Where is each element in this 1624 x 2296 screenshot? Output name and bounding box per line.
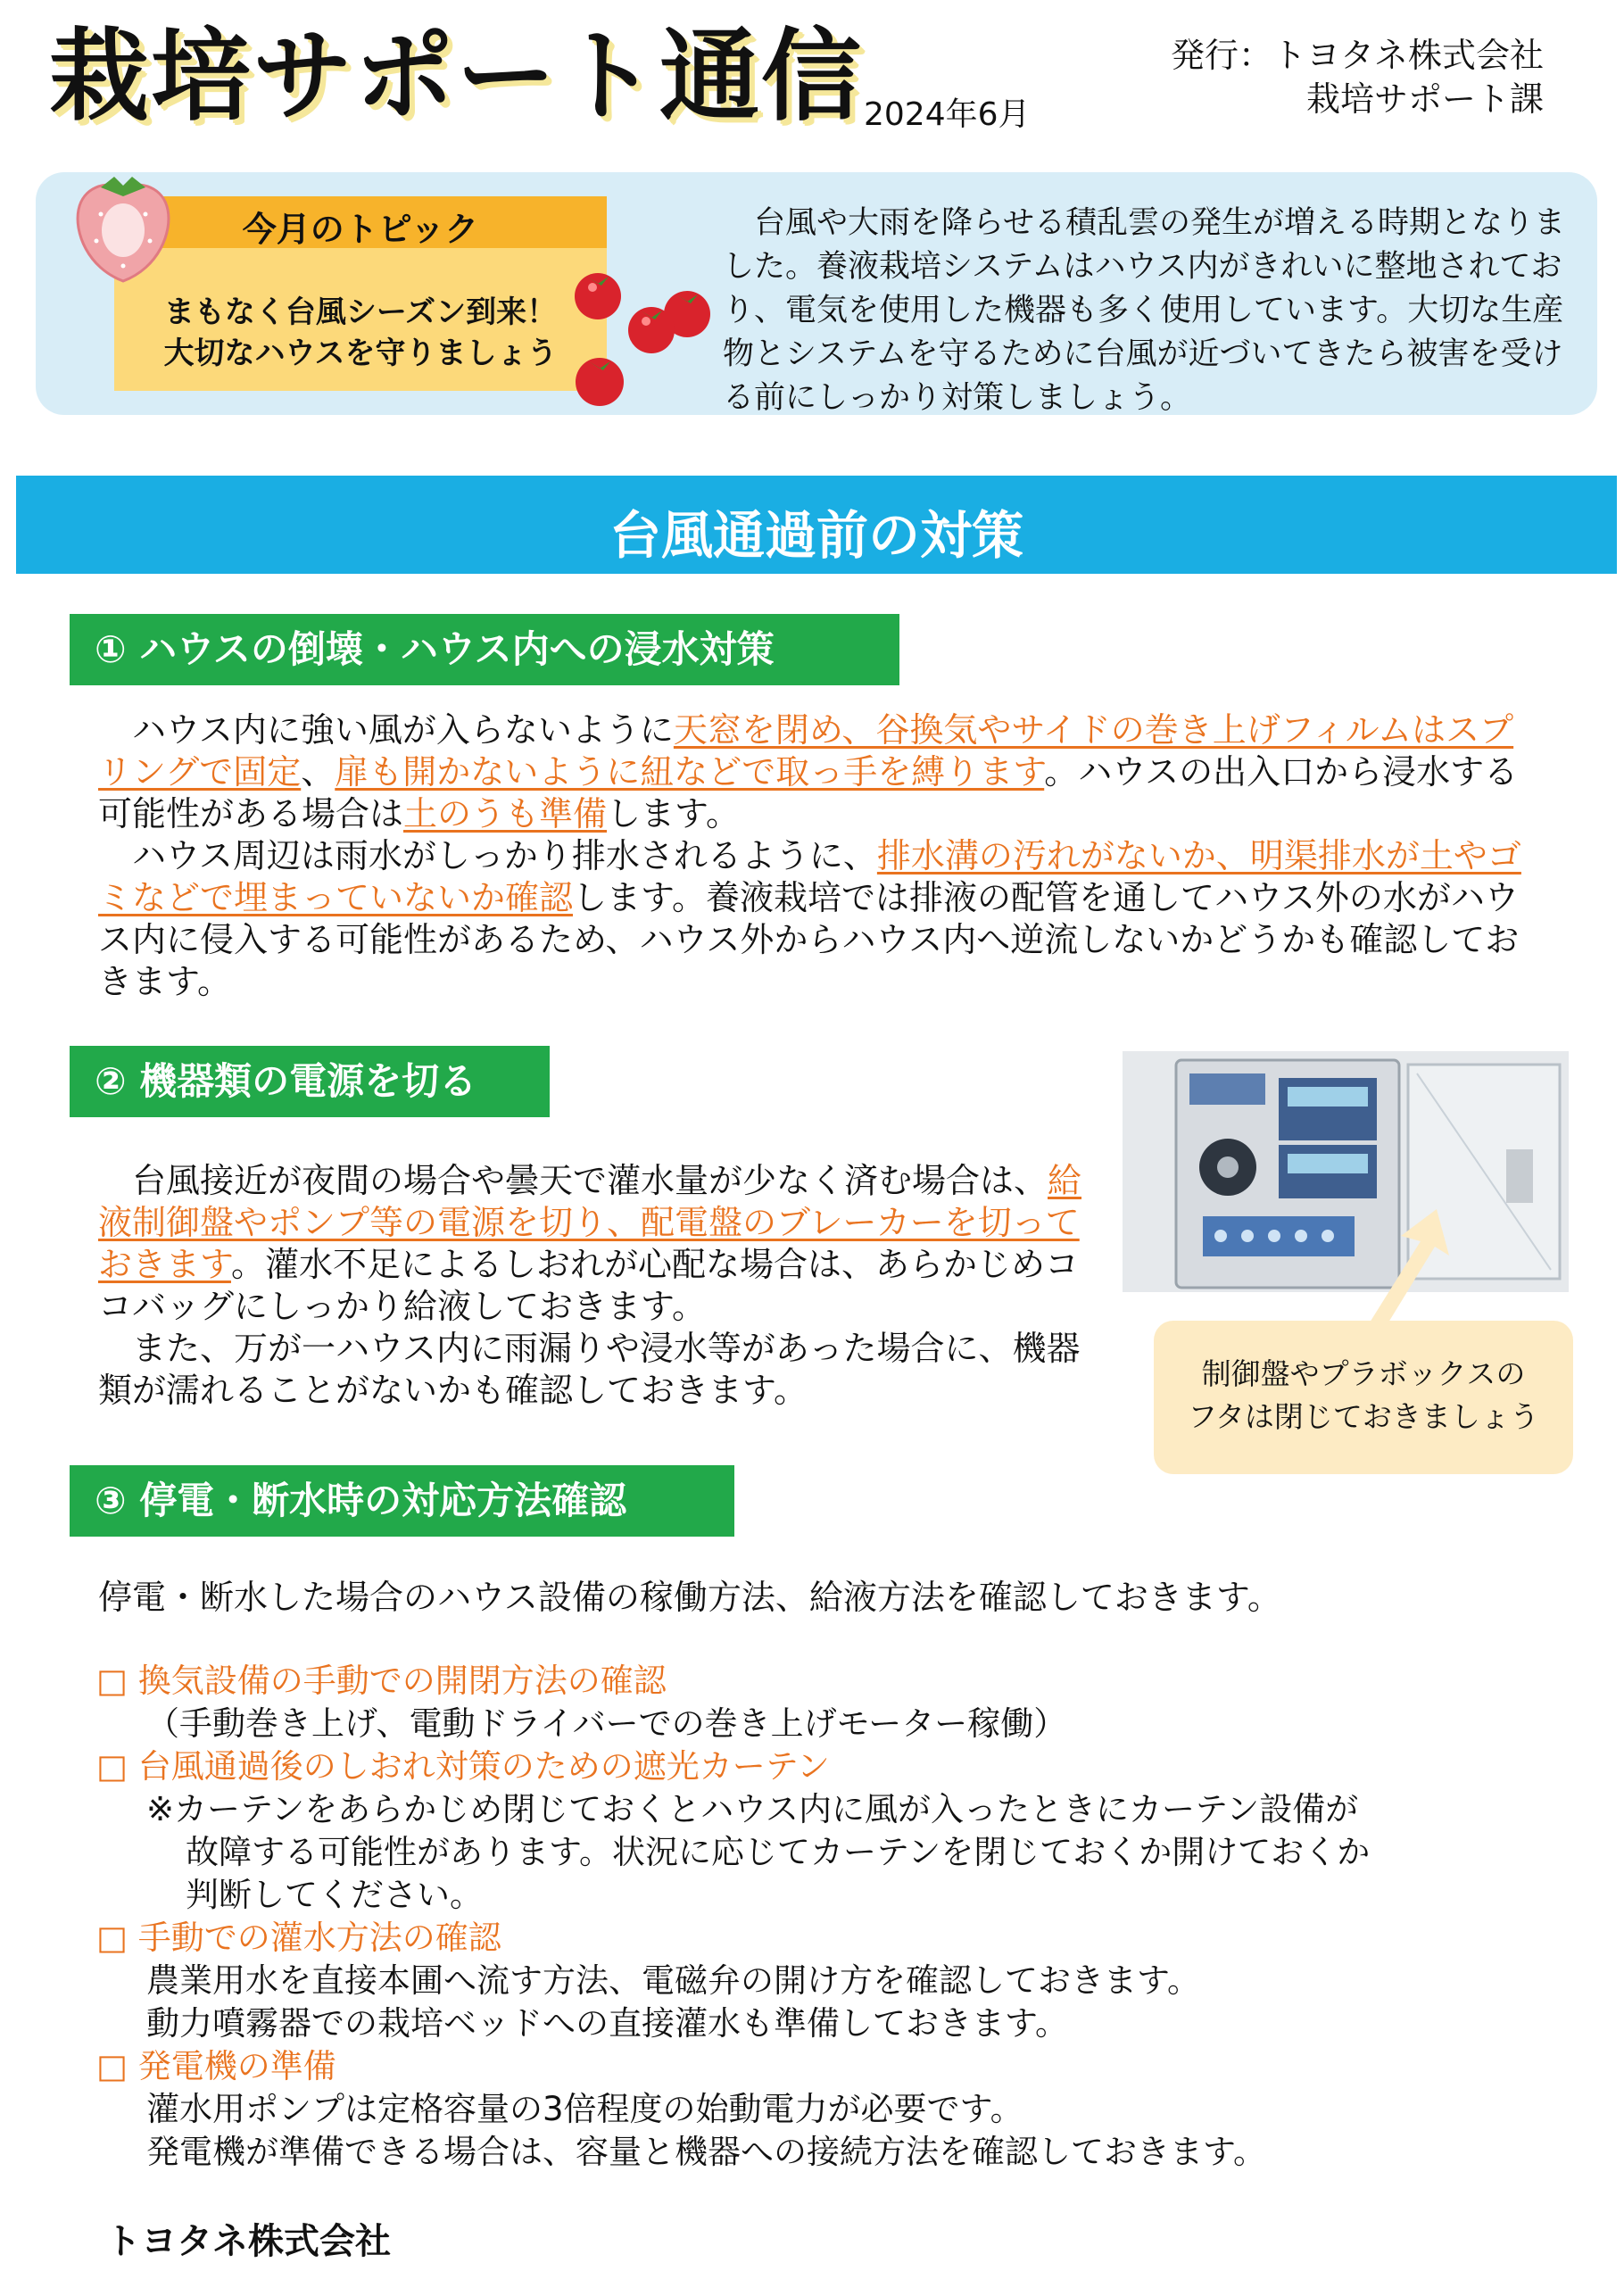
topic-body-text: 台風や大雨を降らせる積乱雲の発生が増える時期となりました。養液栽培システムはハウス内がきれいに整地されており、電気を使用した機器も多く使用しています。大切な生産物とシステムを守るために台風が近づいてきたら被害を受ける前にしっかり対策しましょう。: [723, 205, 1565, 416]
highlight-sandbags: 土のうも準備: [403, 794, 608, 833]
tomatoes-icon: [562, 259, 714, 415]
section-2-body: [98, 1160, 1102, 1412]
section-3-intro: 停電・断水した場合のハウス設備の稼働方法、給液方法を確認しておきます。: [98, 1578, 1281, 1617]
strawberry-icon: [70, 161, 177, 286]
checklist-item-ventilation-note: （手動巻き上げ、電動ドライバーでの巻き上げモーター稼働）: [146, 1704, 1067, 1743]
arrow-icon: [1356, 1209, 1454, 1334]
photo-note-line-1: 制御盤やプラボックスの: [1201, 1356, 1526, 1391]
topic-headline-1: まもなく台風シーズン到来！: [163, 294, 558, 330]
publisher-line-1: 発行：トヨタネ株式会社: [1170, 36, 1544, 75]
checklist-item-generator-note-1: 灌水用ポンプは定格容量の3倍程度の始動電力が必要です。: [146, 2090, 1023, 2128]
highlight-power-off: 給液制御盤やポンプ等の電源を切り、配電盤のブレーカーを切っておきます: [98, 1161, 1082, 1284]
banner-title: 台風通過前の対策: [609, 505, 1023, 566]
section-3-header: ③ 停電・断水時の対応方法確認: [70, 1465, 734, 1537]
checklist: [96, 1660, 1560, 2174]
newsletter-title: 栽培サポート通信: [49, 19, 863, 135]
photo-note-line-2: フタは閉じておきましょう: [1188, 1399, 1539, 1434]
section-2-paragraph-1: 台風接近が夜間の場合や曇天で灌水量が少なく済む場合は、給液制御盤やポンプ等の電源を切り、配電盤のブレーカーを切っておきます。灌水不足によるしおれが心配な場合は、あらかじめココバッグにしっかり給液しておきます。: [98, 1161, 1082, 1326]
highlight-windows: 天窓を閉め、谷換気やサイドの巻き上げフィルムはスプリングで固定: [98, 710, 1514, 792]
checklist-item-curtain-note-2: 故障する可能性があります。状況に応じてカーテンを閉じておくか開けておくか: [186, 1833, 1371, 1871]
section-2-paragraph-2: また、万が一ハウス内に雨漏りや浸水等があった場合に、機器類が濡れることがないかも確認しておきます。: [98, 1329, 1081, 1410]
topic-headline-2: 大切なハウスを守りましょう: [163, 336, 558, 371]
issue-date: 2024年6月: [864, 96, 1031, 133]
highlight-doors: 扉も開かないように紐などで取っ手を縛ります: [335, 752, 1045, 792]
publisher: [1171, 34, 1544, 122]
section-1-paragraph-1: ハウス内に強い風が入らないように天窓を閉め、谷換気やサイドの巻き上げフィルムはスプリングで固定、扉も開かないように紐などで取っ手を縛ります。ハウスの出入口から浸水する可能性がある場合は土のうも準備します。: [98, 710, 1519, 833]
checklist-item-ventilation: □ 換気設備の手動での開閉方法の確認: [96, 1662, 667, 1700]
checklist-item-irrigation-note-1: 農業用水を直接本圃へ流す方法、電磁弁の開け方を確認しておきます。: [146, 1961, 1201, 2000]
checklist-item-curtain-note-3: 判断してください。: [186, 1876, 483, 1914]
publisher-line-2: 栽培サポート課: [1305, 79, 1544, 120]
topic-heading: 今月のトピック: [242, 210, 479, 249]
section-1-body: [98, 709, 1526, 1003]
highlight-drainage: 排水溝の汚れがないか、明渠排水が土やゴミなどで埋まっていないか確認: [98, 836, 1521, 917]
topic-body: [723, 202, 1570, 420]
photo-note: [1154, 1321, 1573, 1474]
section-1-paragraph-2: ハウス周辺は雨水がしっかり排水されるように、排水溝の汚れがないか、明渠排水が土やゴミなどで埋まっていないか確認します。養液栽培では排液の配管を通してハウス外の水がハウス内に侵入する可能性があるため、ハウス外からハウス内へ逆流しないかどうかも確認しておきます。: [98, 836, 1521, 1001]
section-1-header: ① ハウスの倒壊・ハウス内への浸水対策: [70, 614, 899, 685]
checklist-item-generator: □ 発電機の準備: [96, 2047, 336, 2085]
footer-company: トヨタネ株式会社: [105, 2221, 391, 2262]
checklist-item-irrigation-note-2: 動力噴霧器での栽培ベッドへの直接灌水も準備しておきます。: [146, 2004, 1069, 2043]
checklist-item-irrigation: □ 手動での灌水方法の確認: [96, 1919, 501, 1957]
checklist-item-curtain-note-1: ※カーテンをあらかじめ閉じておくとハウス内に風が入ったときにカーテン設備が: [146, 1790, 1359, 1828]
section-2-header: ② 機器類の電源を切る: [70, 1046, 550, 1117]
control-panel-illustration: [1123, 1051, 1569, 1292]
checklist-item-generator-note-2: 発電機が準備できる場合は、容量と機器への接続方法を確認しておきます。: [146, 2133, 1267, 2171]
control-panel-photo: [1123, 1051, 1569, 1292]
checklist-item-curtain: □ 台風通過後のしおれ対策のための遮光カーテン: [96, 1747, 830, 1786]
